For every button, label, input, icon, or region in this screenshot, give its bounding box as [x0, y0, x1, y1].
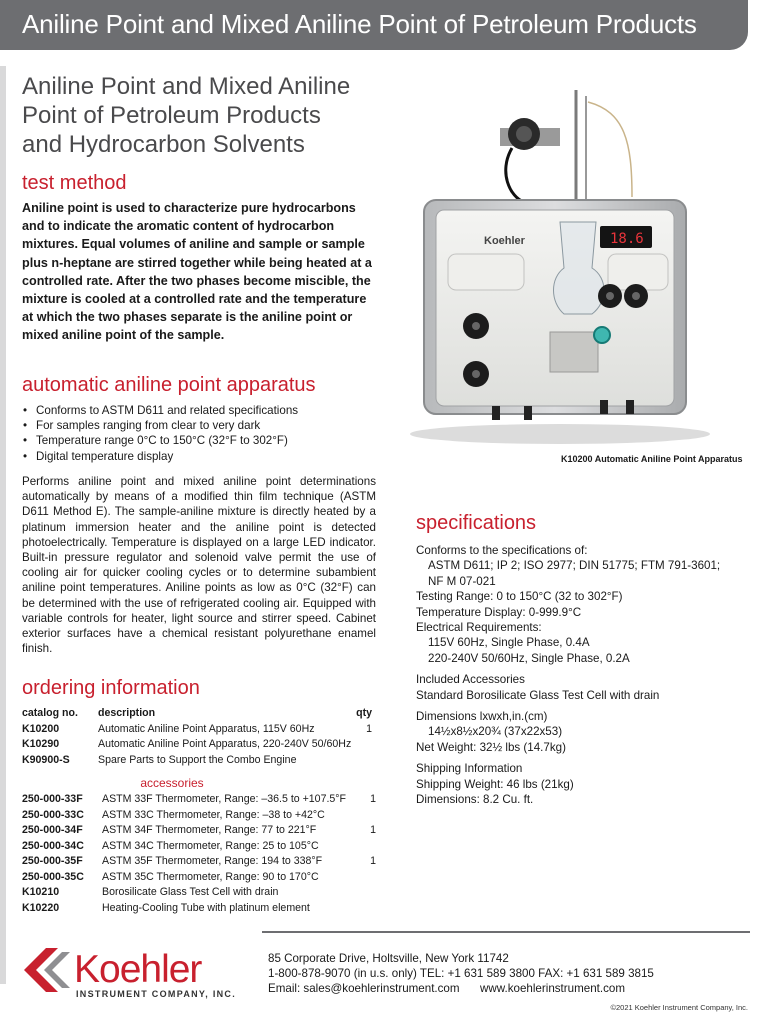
- spec-electrical-label: Electrical Requirements:: [416, 621, 542, 635]
- spec-shipping-weight: Shipping Weight: 46 lbs (21kg): [416, 777, 574, 791]
- banner-title: Aniline Point and Mixed Aniline Point of Petroleum Products: [22, 9, 697, 39]
- product-photo: [400, 82, 754, 454]
- spec-electrical-line: 220-240V 50/60Hz, Single Phase, 0.2A: [428, 651, 630, 665]
- item-description: ASTM 34F Thermometer, Range: 77 to 221°F: [102, 824, 317, 836]
- table-row: [22, 823, 378, 839]
- spec-conforms-line: NF M 07-021: [428, 574, 496, 588]
- copyright: ©2021 Koehler Instrument Company, Inc.: [610, 1003, 748, 1012]
- cabinet-logo: Koehler: [484, 235, 525, 247]
- address: 85 Corporate Drive, Holtsville, New York 11742: [268, 952, 509, 965]
- catalog-number: 250-000-34C: [22, 839, 84, 852]
- catalog-number: K10200: [22, 722, 60, 735]
- phone-line: 1-800-878-9070 (in u.s. only) TEL: +1 631 589 3800 FAX: +1 631 589 3815: [268, 967, 654, 981]
- item-qty: 1: [370, 824, 376, 836]
- item-description: ASTM 34C Thermometer, Range: 25 to 105°C: [102, 839, 319, 852]
- spec-included-label: Included Accessories: [416, 673, 525, 687]
- specifications-list: [416, 543, 756, 808]
- apparatus-heading: automatic aniline point apparatus: [22, 374, 316, 396]
- spec-dimensions-label: Dimensions lxwxh,in.(cm): [416, 710, 548, 724]
- feature-item: • For samples ranging from clear to very dark: [22, 418, 374, 433]
- page-title: [22, 72, 402, 159]
- apparatus-description: Performs aniline point and mixed aniline point determinations automatically by means of a modified thin film technique (ASTM D611 Method E). The sample-aniline mixture is directly heated by a platinum immersion heater and the aniline point is detected photoelectrically. Temperature is displayed on a large LED indicator. Built-in pressure regulator and solenoid valve permit the use of cooling air for quicker cooling cycles or to determine subambient aniline point temperatures. Aniline points as low as 0°C (32°F) can be determined with the use of refrigerated cooling air. Equipped with variable controls for heater, light source and stirrer speed. Cabinet exterior surfaces have a chemical resistant polyurethane enamel finish.: [22, 475, 376, 656]
- spec-electrical-line: 115V 60Hz, Single Phase, 0.4A: [428, 636, 590, 650]
- item-description: ASTM 35C Thermometer, Range: 90 to 170°C: [102, 870, 319, 883]
- feature-list: [22, 403, 374, 464]
- ordering-table: [22, 706, 378, 916]
- spec-temperature-display: Temperature Display: 0-999.9°C: [416, 605, 582, 619]
- item-description: ASTM 35F Thermometer, Range: 194 to 338°F: [102, 855, 323, 867]
- feature-item: • Digital temperature display: [22, 449, 374, 464]
- catalog-number: 250-000-34F: [22, 824, 83, 836]
- table-row: [22, 722, 378, 738]
- test-method-heading: test method: [22, 172, 127, 194]
- table-row: [22, 737, 378, 753]
- page-title-line-3: and Hydrocarbon Solvents: [22, 131, 305, 158]
- table-row: [22, 753, 378, 769]
- table-row: [22, 854, 378, 870]
- contact-block: [268, 951, 654, 997]
- spec-dimensions-value: 14½x8½x20¾ (37x22x53): [428, 725, 563, 739]
- item-qty: 1: [370, 855, 376, 867]
- table-row: [22, 870, 378, 886]
- item-description: Spare Parts to Support the Combo Engine: [98, 753, 297, 766]
- top-banner: [0, 0, 748, 50]
- catalog-number: 250-000-35C: [22, 870, 84, 883]
- led-display: 18.6: [610, 231, 644, 247]
- item-description: Automatic Aniline Point Apparatus, 220-240V 50/60Hz: [98, 738, 352, 750]
- left-margin-rule: [0, 66, 6, 984]
- spec-net-weight: Net Weight: 32½ lbs (14.7kg): [416, 740, 566, 754]
- ordering-heading: ordering information: [22, 677, 200, 699]
- table-row: [22, 792, 378, 808]
- email-link[interactable]: Email: sales@koehlerinstrument.com: [268, 982, 460, 996]
- catalog-number: K10290: [22, 738, 60, 750]
- catalog-number: 250-000-35F: [22, 855, 83, 867]
- item-qty: 1: [366, 722, 372, 735]
- footer-rule: [262, 931, 750, 933]
- spec-shipping-label: Shipping Information: [416, 762, 523, 776]
- catalog-column-header: catalog no.: [22, 707, 78, 719]
- product-caption: K10200 Automatic Aniline Point Apparatus: [561, 454, 743, 464]
- page-title-line-2: Point of Petroleum Products: [22, 102, 321, 129]
- spec-included-item: Standard Borosilicate Glass Test Cell with drain: [416, 688, 660, 702]
- item-description: Borosilicate Glass Test Cell with drain: [102, 886, 279, 898]
- page-title-line-1: Aniline Point and Mixed Aniline: [22, 73, 351, 100]
- spec-conforms-line: ASTM D611; IP 2; ISO 2977; DIN 51775; FTM 791-3601;: [428, 559, 721, 573]
- spec-shipping-dimensions: Dimensions: 8.2 Cu. ft.: [416, 793, 534, 807]
- description-column-header: description: [98, 707, 156, 719]
- catalog-number: 250-000-33C: [22, 808, 84, 821]
- spec-conforms-label: Conforms to the specifications of:: [416, 544, 588, 557]
- catalog-number: K90900-S: [22, 753, 70, 766]
- item-description: Automatic Aniline Point Apparatus, 115V 60Hz: [98, 722, 315, 735]
- table-row: [22, 901, 378, 917]
- item-description: ASTM 33C Thermometer, Range: –38 to +42°C: [102, 808, 325, 821]
- koehler-logo: [22, 944, 252, 1000]
- catalog-number: 250-000-33F: [22, 793, 83, 805]
- table-row: [22, 839, 378, 855]
- feature-item: • Conforms to ASTM D611 and related specifications: [22, 403, 374, 418]
- catalog-number: K10210: [22, 886, 60, 898]
- spec-testing-range: Testing Range: 0 to 150°C (32 to 302°F): [416, 590, 623, 604]
- logo-wordmark: Koehler: [74, 948, 202, 991]
- table-row: [22, 885, 378, 901]
- item-qty: 1: [370, 793, 376, 805]
- feature-item: • Temperature range 0°C to 150°C (32°F to 302°F): [22, 433, 374, 448]
- logo-subtitle: INSTRUMENT COMPANY, INC.: [76, 989, 237, 999]
- catalog-number: K10220: [22, 901, 60, 914]
- item-description: Heating-Cooling Tube with platinum element: [102, 901, 310, 914]
- table-row: [22, 808, 378, 824]
- item-description: ASTM 33F Thermometer, Range: –36.5 to +107.5°F: [102, 793, 346, 805]
- specifications-heading: specifications: [416, 512, 537, 534]
- accessories-heading: accessories: [140, 776, 204, 790]
- website-link[interactable]: www.koehlerinstrument.com: [480, 982, 625, 996]
- test-method-body: Aniline point is used to characterize pure hydrocarbons and to indicate the aromatic content of hydrocarbon mixtures. Equal volumes of aniline and sample or sample plus n-heptane are stirred together while being heated at a controlled rate. After the two phases become miscible, the mixture is cooled at a controlled rate and the temperature at which the two phases separate is the aniline point or mixed aniline point of the sample.: [22, 201, 372, 343]
- ordering-table-header: [22, 706, 378, 722]
- qty-column-header: qty: [356, 707, 372, 719]
